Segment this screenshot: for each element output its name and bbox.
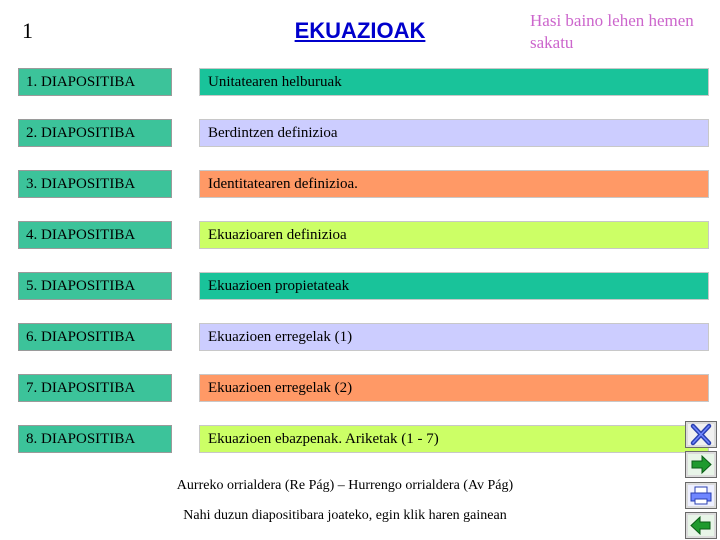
slide-4-topic: Ekuazioaren definizioa bbox=[199, 221, 709, 249]
slide-4-button[interactable]: 4. DIAPOSITIBA bbox=[18, 221, 172, 249]
page-title: EKUAZIOAK bbox=[294, 18, 426, 43]
start-hint-link[interactable]: Hasi baino lehen hemen sakatu bbox=[530, 11, 694, 52]
slide-6-button[interactable]: 6. DIAPOSITIBA bbox=[18, 323, 172, 351]
slide-2-topic: Berdintzen definizioa bbox=[199, 119, 709, 147]
close-button[interactable] bbox=[685, 421, 717, 448]
slide-7-button[interactable]: 7. DIAPOSITIBA bbox=[18, 374, 172, 402]
slide-1-button[interactable]: 1. DIAPOSITIBA bbox=[18, 68, 172, 96]
slide-2-button[interactable]: 2. DIAPOSITIBA bbox=[18, 119, 172, 147]
back-button[interactable] bbox=[685, 512, 717, 539]
slide-6-topic: Ekuazioen erregelak (1) bbox=[199, 323, 709, 351]
page-navigation-hint: Aurreko orrialdera (Re Pág) – Hurrengo orrialdera (Av Pág) bbox=[176, 478, 514, 493]
slide-1-topic: Unitatearen helburuak bbox=[199, 68, 709, 96]
slide-5-topic: Ekuazioen propietateak bbox=[199, 272, 709, 300]
print-icon bbox=[686, 483, 716, 508]
slide-8-button[interactable]: 8. DIAPOSITIBA bbox=[18, 425, 172, 453]
back-arrow-icon bbox=[686, 513, 716, 538]
slide-3-topic: Identitatearen definizioa. bbox=[199, 170, 709, 198]
slide-7-topic: Ekuazioen erregelak (2) bbox=[199, 374, 709, 402]
slide-8-topic: Ekuazioen ebazpenak. Ariketak (1 - 7) bbox=[199, 425, 709, 453]
forward-arrow-icon bbox=[686, 452, 716, 477]
forward-button[interactable] bbox=[685, 451, 717, 478]
slide-5-button[interactable]: 5. DIAPOSITIBA bbox=[18, 272, 172, 300]
slide-click-hint: Nahi duzun diapositibara joateko, egin klik haren gainean bbox=[183, 508, 507, 523]
print-button[interactable] bbox=[685, 482, 717, 509]
close-icon bbox=[686, 422, 716, 447]
slide-3-button[interactable]: 3. DIAPOSITIBA bbox=[18, 170, 172, 198]
slide-number: 1 bbox=[22, 18, 33, 43]
